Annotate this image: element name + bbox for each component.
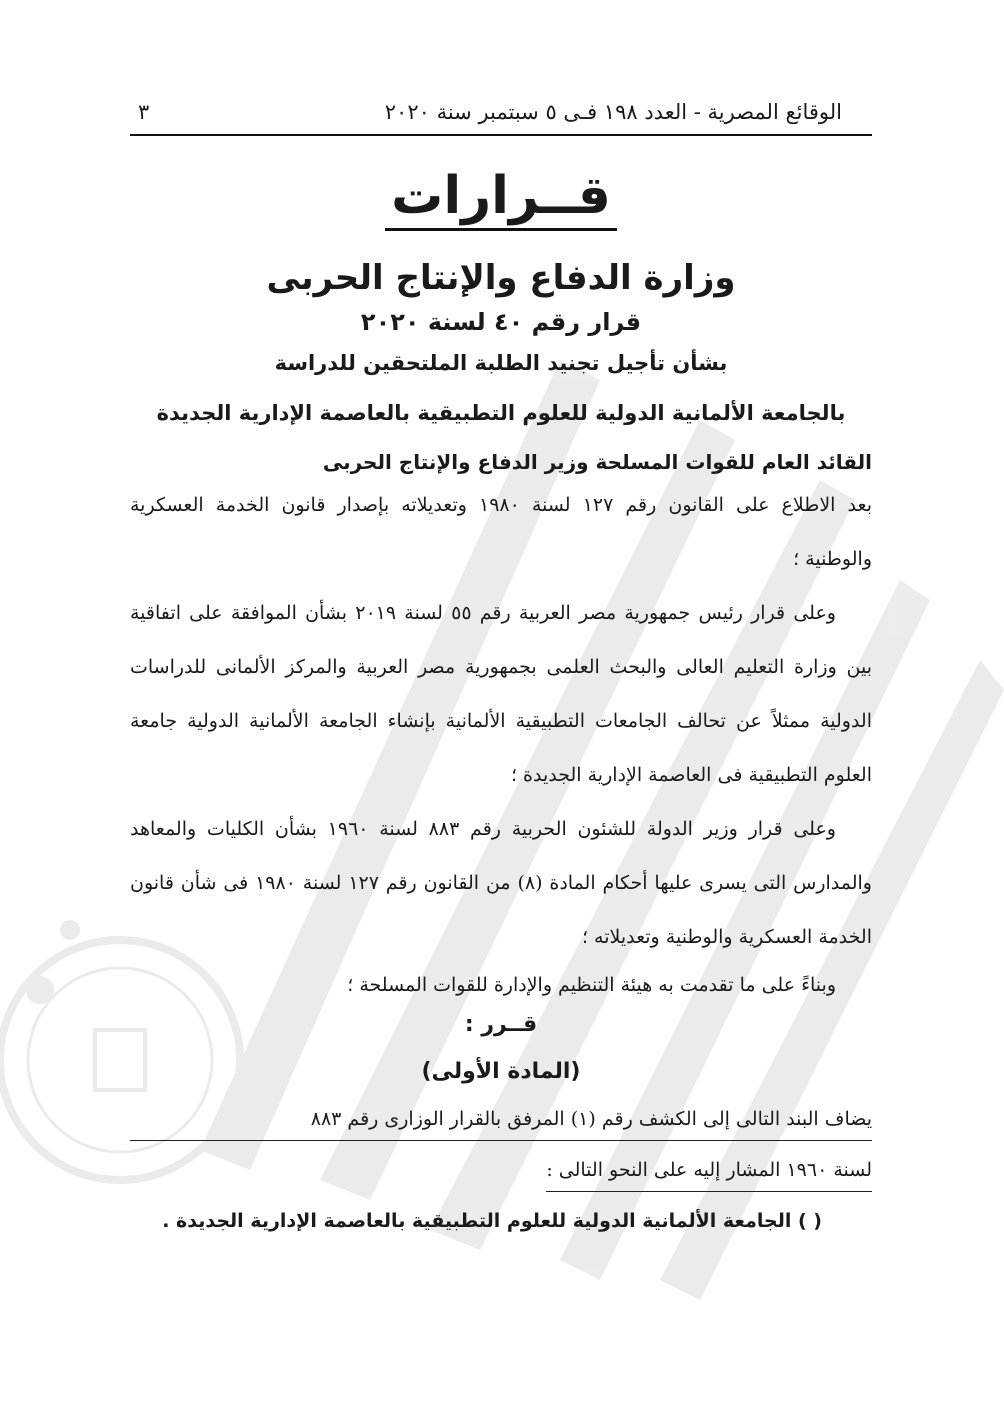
decree-number: قرار رقم ٤٠ لسنة ٢٠٢٠ bbox=[360, 308, 642, 336]
article-title: (المادة الأولى) bbox=[421, 1059, 581, 1084]
section-title bbox=[130, 164, 872, 234]
preamble-paragraph: وبناءً على ما تقدمت به هيئة التنظيم والإدارة للقوات المسلحة ؛ bbox=[347, 974, 836, 996]
added-entry: ( ) الجامعة الألمانية الدولية للعلوم التطبيقية بالعاصمة الإدارية الجديدة . bbox=[162, 1210, 822, 1232]
issuer-title: القائد العام للقوات المسلحة وزير الدفاع والإنتاج الحربى bbox=[322, 450, 872, 474]
preamble-paragraph: بعد الاطلاع على القانون رقم ١٢٧ لسنة ١٩٨٠ وتعديلاته بإصدار قانون الخدمة العسكرية والوطنية ؛ bbox=[130, 494, 872, 570]
ministry-name: وزارة الدفاع والإنتاج الحربى bbox=[266, 258, 736, 298]
preamble-paragraph: وعلى قرار وزير الدولة للشئون الحربية رقم ٨٨٣ لسنة ١٩٦٠ بشأن الكليات والمعاهد والمدارس التى يسرى عليها أحكام المادة (٨) من القانون رقم ١٢٧ لسنة ١٩٨٠ فى شأن قانون الخدمة العسكرية والوطنية وتعديلاته ؛ bbox=[130, 818, 872, 948]
gazette-page bbox=[130, 100, 872, 1232]
article-text-line-1: يضاف البند التالى إلى الكشف رقم (١) المرفق بالقرار الوزارى رقم ٨٨٣ bbox=[130, 1104, 872, 1141]
section-title-text: قــرارات bbox=[385, 166, 617, 231]
preamble bbox=[130, 478, 872, 1006]
decree-subject-line-1: بشأن تأجيل تجنيد الطلبة الملتحقين للدراسة bbox=[274, 351, 728, 375]
decree-subject-line-2: بالجامعة الألمانية الدولية للعلوم التطبيقية بالعاصمة الإدارية الجديدة bbox=[156, 401, 846, 425]
running-header bbox=[130, 100, 872, 136]
running-title: الوقائع المصرية - العدد ١٩٨ فـى ٥ سبتمبر سنة ٢٠٢٠ bbox=[384, 100, 842, 124]
resolved-heading: قــرر : bbox=[464, 1012, 538, 1037]
article-text-line-2: لسنة ١٩٦٠ المشار إليه على النحو التالى : bbox=[546, 1155, 872, 1192]
page-number: ٣ bbox=[138, 100, 150, 124]
preamble-paragraph: وعلى قرار رئيس جمهورية مصر العربية رقم ٥٥ لسنة ٢٠١٩ بشأن الموافقة على اتفاقية بين وزارة التعليم العالى والبحث العلمى بجمهورية مصر العربية والمركز الألمانى للدراسات الدولية ممثلاً عن تحالف الجامعات التطبيقية الألمانية بإنشاء الجامعة الألمانية الدولية جامعة العلوم التطبيقية فى العاصمة الإدارية الجديدة ؛ bbox=[130, 602, 872, 786]
